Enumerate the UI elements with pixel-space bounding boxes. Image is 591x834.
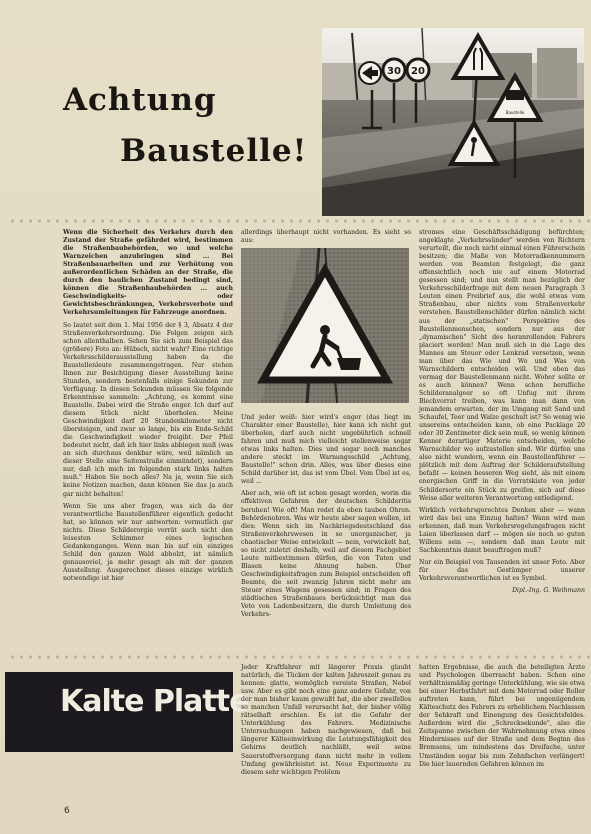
- article-column-3: [419, 229, 585, 599]
- article-column-2-lower: [241, 414, 411, 623]
- sign-30-label: 30: [387, 66, 401, 77]
- kalte-platte-title: Kalte Platte: [60, 684, 249, 719]
- article-paragraph: stromes eine Geschäftsschädigung befürchten; angeklagte „Verkehrssünder" werden von Richtern verurteilt, die noch nicht einmal einen Führerschein besitzen; die Maße von Motorradkennummern werden von Beamten festgelegt, die ganz offensichtlich noch nie auf einem Motorrad gesessen sind; und nun stellt man bezüglich der Verkehrsschilderfrage mit dem neuen Paragraph 3 Leuten einen Freibrief aus, die wohl etwas vom Straßenbau, aber nichts vom Straßenverkehr verstehen. Baustellenschilder dürfen nämlich nicht aus der „statischen" Perspektive des Baustellenmenschen, sondern nur aus der „dynamischen" Sicht des heranrollenden Fahrers placiert werden! Man muß sich in die Lage des Mannes am Steuer oder Lenkrad versetzen, wenn man über das Wie und Wo und Was von Warnschildern entscheiden will. Und eben das vermag der Baustellenmann nicht. Woher sollte er es auch können? Wenn schon berufliche Schilderanalgeer so oft Unfug mit ihrem Blechvorrat treiben, was kann man dann von jemandem erwarten, der im Umgang mit Sand und Schaufel, Teer und Walze geschult ist? So wenig wie unsereins entscheiden kann, ob eine Packlage 20 oder 30 Zentimeter dick sein muß, so wenig können Kenner derartiger Materie entscheiden, welche Warnschilder wo aufzustellen sind. Wir dürfen uns also nicht wundern, wenn ein Baustellenführer — plötzlich mit dem Auftrag der Schilderaufstellung befaßt — keinen besseren Weg sieht, als mit einem energischen Griff in die Vorratskiste von jeder Schildersorte ein Stück zu greifen, sich auf diese Weise aller weiteren Verantwortung entledigend.: [419, 229, 585, 502]
- article-paragraph: Wirklich verkehrsgerechtes Denken aber — wann wird das bei uns Einzug halten? Wann wird man erkennen, daß man Verkehrsregelungsfragen nicht Laien überlassen darf — mögen sie noch so guten Willens sein —, sondern daß man Leute mit Sachkenntnis damit beauftragen muß?: [419, 506, 585, 554]
- photo-baustelle-signs-drawing: [322, 28, 584, 216]
- article-column-1: [63, 229, 233, 587]
- article-paragraph: Wenn Sie uns aber fragen, was sich da der verantwortliche Baustellenführer eigentlich gedacht hat, so können wir nur antworten: vermutlich gar nichts. Diese Schilderorgie verrät auch nicht den leisesten Schimmer eines logischen Gedankenganges. Wenn man bis auf ein einziges Schild den ganzen Wald abholzt, ist nämlich genausoviel, ja mehr gesagt als mit der ganzen Ausstellung. Ausgerechnet dieses einzige wirklich notwendige ist hier: [63, 502, 233, 582]
- article-title-line1: Achtung: [63, 82, 217, 118]
- photo-single-baustelle-sign: [241, 248, 409, 403]
- article-paragraph: So lautet seit dem 1. Mai 1956 der § 3, Absatz 4 der Straßenverkehrsordnung. Die Folgen zeigen sich schon allenthalben. Sehen Sie sich zum Beispiel das (größere) Foto an: Hübsch, nicht wahr? Eine richtige Verkehrsschilderausstellung haben da die Baustellenleute zusammengetragen. Nur stehen Ihnen zur Besichtigung dieser Ausstellung keine Stunden, sondern bestenfalls einige Sekunden zur Verfügung. In diesen Sekunden müssen Sie folgende Erkenntnisse sammeln: „Achtung, es kommt eine Baustelle. Dabei wird die Straße enger. Ich darf auf diesem Stück nicht überholen. Meine Geschwindigkeit darf 20 Stundenkilometer nicht übersteigen, und zwar so lange, bis ein Ende-Schild die Geschwindigkeit wieder freigibt. Der Pfeil bedeutet nicht, daß ich hier links abbiegen muß (was an sich durchaus denkbar wäre, weil nämlich an dieser Stelle eine Seitenstraße einmündet), sondern nur, daß ich mich im folgenden stark links halten muß." Haben Sie noch alles? Na ja, wenn Sie sich keine Notizen machen, dann können Sie das ja auch gar nicht behalten!: [63, 321, 233, 498]
- photo-single-sign-drawing: [241, 248, 409, 403]
- photo-baustelle-signs: [322, 28, 584, 216]
- article-signature: Dipl.-Ing. G. Weihmann: [512, 587, 585, 595]
- sign-small-label: Baustelle: [505, 110, 525, 115]
- sign-20-label: 20: [411, 66, 425, 77]
- article-paragraph: Und jeder weiß: hier wird's enger (das liegt im Charakter einer Baustelle), hier kann ich nicht gut überholen, darf auch nicht ungebührlich schnell fahren und muß mich vielleicht stellenweise sogar etwas links halten. Dies und sogar noch manches andere steckt im Warnungsschild „Achtung, Baustelle!" schon drin. Alles, was über dieses eine Schild darüber ist, das ist vom Übel. Vom Übel ist es, weil ...: [241, 414, 411, 486]
- article-paragraph: Nur ein Beispiel von Tausenden ist unser Foto. Aber für das Gestümper unserer Verkehrsverantwortlichen ist es Symbol.: [419, 558, 585, 582]
- article-paragraph: allerdings überhaupt nicht vorhanden. Es sieht so aus:: [241, 229, 411, 245]
- page-number: 6: [64, 806, 70, 816]
- kalte-paragraph: Jeder Kraftfahrer mit längerer Praxis glaubt natürlich, die Tücken der kalten Jahreszeit genau zu kennen: glatte, womöglich vereiste Straßen, Nebel usw. Aber es gibt noch eine ganz andere Gefahr, von der man bisher kaum gewußt hat, die aber zweifellos so manchen Unfall verursacht hat, der bisher völlig rätselhaft erschien. Es ist die Gefahr der Unterkühlung des Fahrers. Medizinische Untersuchungen haben nachgewiesen, daß bei längerer Kälteeinwirkung die Leistungsfähigkeit des Gehirns deutlich nachläßt, weil seine Sauerstoffversorgung dann nicht mehr in vollem Umfang gewährleistet ist. Neue Experimente zu diesem sehr wichtigen Problem: [241, 664, 411, 776]
- dotted-separator-bottom: [8, 653, 591, 661]
- kalte-column-2: [241, 664, 411, 781]
- kalte-column-3: [419, 664, 585, 773]
- article-intro-paragraph: Wenn die Sicherheit des Verkehrs durch den Zustand der Straße gefährdet wird, bestimmen die Straßenbaubehörden, wo und welche Warnzeichen anzubringen sind ... Bei Straßenbauarbeiten und zur Verhütung von außerordentlichen Schäden an der Straße, die durch den baulichen Zustand bedingt sind, können die Straßenbaubehörden ... auch Geschwindigkeits- oder Gewichtsbeschränkungen, Verkehrsverbote und Verkehrsumleitungen für Fahrzeuge anordnen.: [63, 229, 233, 317]
- dotted-separator-top: [8, 217, 591, 225]
- article-title-line2: Baustelle!: [120, 133, 308, 169]
- article-paragraph: Aber ach, wie oft ist schon gesagt worden, worin die effektiven Gefahren der deutschen Schilderitis beruhen! Wie oft! Man redet da eben tauben Ohren. Behördenohren. Was wir heute aber sagen wollen, ist dies: Wenn sich im Nachkriegsdeutschland das Straßenverkehrswesen in so unorganischer, ja chaotischer Weise entwickelt — nein, verwickelt hat, so nicht zuletzt deshalb, weil auf diesem Fachgebiet Leute mitbestimmen dürfen, die von Tuten und Blasen keine Ahnung haben. Über Geschwindigkeitsfragen zum Beispiel entscheiden oft Beamte, die seit zwanzig Jahren nicht mehr am Steuer eines Wagens gesessen sind; in Fragen des städtischen Straßenbaues berücksichtigt man das Veto von Ladenbesitzern, die durch Umleitung des Verkehrs-: [241, 490, 411, 619]
- kalte-paragraph: hatten Ergebnisse, die auch die beteiligten Ärzte und Psychologen überrascht haben. Schon eine verhältnismäßig geringe Unterkühlung, wie sie etwa bei einer Herbstfahrt mit dem Motorrad oder Roller auftreten kann, führt bei ungenügendem Kälteschutz des Fahrers zu erheblichem Nachlassen der Sehkraft und Einengung des Gesichtsfeldes. Außerdem wird die „Schrecksekunde", also die Zeitspanne zwischen der Wahrnehmung etwa eines Hindernisses auf der Straße und dem Beginn des Bremsens, um mindestens das Dreifache, unter Umständen sogar bis zum Zehnfachen verlängert! Die hier lauernden Gefahren können im: [419, 664, 585, 768]
- article-column-2: [241, 229, 411, 249]
